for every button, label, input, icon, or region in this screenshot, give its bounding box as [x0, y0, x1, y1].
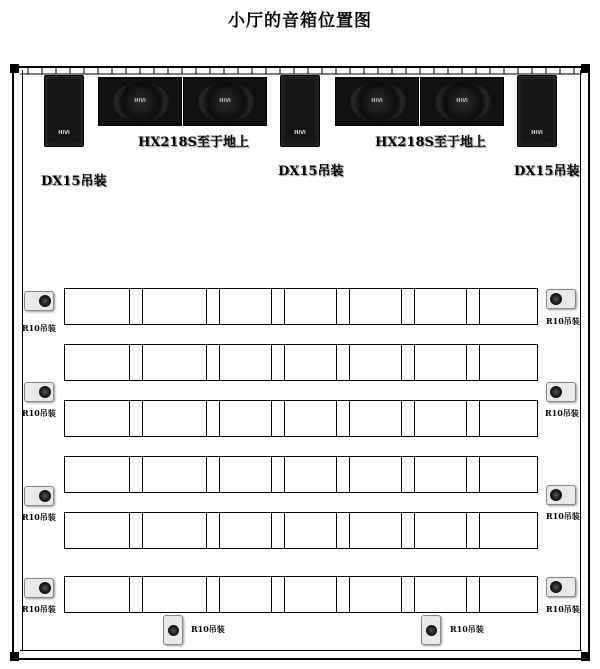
seat-divider [129, 457, 130, 492]
seat-divider [284, 345, 285, 380]
seat-divider [219, 513, 220, 548]
r10-label: R10吊装 [22, 408, 56, 418]
r10-label: R10吊装 [546, 316, 580, 326]
seat-divider [129, 401, 130, 436]
hx218s-subwoofer [183, 77, 267, 126]
seat-divider [271, 401, 272, 436]
seat-divider [414, 345, 415, 380]
seat-row [64, 512, 538, 549]
seat-divider [284, 457, 285, 492]
r10-label: R10吊装 [546, 511, 580, 521]
corner-post [581, 64, 590, 73]
seat-divider [271, 289, 272, 324]
seat-divider [219, 289, 220, 324]
seat-divider [336, 401, 337, 436]
seat-divider [271, 345, 272, 380]
r10-speaker [24, 578, 54, 598]
seat-divider [466, 513, 467, 548]
seat-divider [349, 345, 350, 380]
seat-divider [142, 401, 143, 436]
r10-label: R10吊装 [545, 408, 579, 418]
r10-label: R10吊装 [546, 604, 580, 614]
seat-divider [336, 457, 337, 492]
diagram-title: 小厅的音箱位置图 [228, 11, 372, 31]
seat-divider [129, 577, 130, 612]
seat-divider [414, 577, 415, 612]
seat-divider [479, 289, 480, 324]
seat-divider [129, 513, 130, 548]
seat-divider [479, 345, 480, 380]
seat-divider [466, 577, 467, 612]
seat-divider [401, 345, 402, 380]
seat-divider [206, 289, 207, 324]
seat-divider [142, 457, 143, 492]
inner-wall-bottom [20, 650, 582, 651]
seat-divider [129, 289, 130, 324]
dx15-label: DX15吊装 [278, 164, 344, 179]
seat-divider [466, 457, 467, 492]
seat-row [64, 344, 538, 381]
seat-divider [349, 577, 350, 612]
seat-divider [219, 577, 220, 612]
seat-divider [206, 513, 207, 548]
seat-divider [479, 457, 480, 492]
seat-divider [284, 577, 285, 612]
seat-row [64, 576, 538, 613]
r10-speaker [24, 291, 54, 311]
inner-wall-right [580, 70, 581, 276]
seat-divider [401, 457, 402, 492]
brand-logo: HiVi [134, 98, 146, 104]
r10-speaker-rear [163, 615, 183, 645]
r10-speaker [546, 577, 576, 597]
truss [20, 66, 582, 75]
driver-icon [39, 295, 51, 307]
seat-divider [206, 457, 207, 492]
seat-divider [466, 289, 467, 324]
seat-divider [271, 513, 272, 548]
brand-logo: HiVi [219, 98, 231, 104]
r10-label: R10吊装 [191, 624, 225, 634]
r10-label: R10吊装 [22, 604, 56, 614]
seat-divider [414, 513, 415, 548]
dx15-label: DX15吊装 [514, 164, 580, 179]
seat-divider [284, 401, 285, 436]
seat-divider [336, 345, 337, 380]
seat-divider [401, 513, 402, 548]
seat-divider [479, 513, 480, 548]
seat-divider [336, 289, 337, 324]
seat-divider [479, 401, 480, 436]
seat-divider [219, 401, 220, 436]
hx218s-subwoofer [420, 77, 504, 126]
seat-divider [284, 513, 285, 548]
seat-divider [336, 513, 337, 548]
r10-label: R10吊装 [22, 512, 56, 522]
seat-divider [349, 513, 350, 548]
driver-icon [550, 581, 562, 593]
r10-speaker [546, 289, 576, 309]
driver-icon [39, 386, 51, 398]
seat-divider [129, 345, 130, 380]
driver-icon [550, 293, 562, 305]
dx15-speaker-center [280, 75, 320, 147]
seat-divider [336, 577, 337, 612]
hx218s-label: HX218S至于地上 [138, 135, 249, 150]
r10-speaker-rear [421, 615, 441, 645]
r10-label: R10吊装 [22, 323, 56, 333]
seat-divider [349, 457, 350, 492]
seat-divider [349, 289, 350, 324]
seat-divider [401, 577, 402, 612]
driver-icon [426, 625, 437, 636]
r10-speaker [546, 382, 576, 402]
r10-speaker [24, 486, 54, 506]
seat-row [64, 288, 538, 325]
seat-divider [284, 289, 285, 324]
seat-divider [466, 401, 467, 436]
seat-divider [206, 401, 207, 436]
seat-divider [414, 457, 415, 492]
seat-divider [479, 577, 480, 612]
seat-divider [401, 289, 402, 324]
hx218s-subwoofer [335, 77, 419, 126]
brand-logo: HiVi [371, 98, 383, 104]
inner-wall-right-lower [580, 276, 581, 650]
driver-icon [39, 582, 51, 594]
seat-divider [414, 401, 415, 436]
seat-divider [414, 289, 415, 324]
brand-logo: HiVi [58, 130, 70, 136]
dx15-label: DX15吊装 [41, 174, 107, 189]
seat-divider [219, 345, 220, 380]
seat-divider [142, 289, 143, 324]
dx15-speaker-left [44, 75, 84, 147]
dx15-speaker-right [517, 75, 557, 147]
corner-post [10, 64, 19, 73]
corner-post [10, 652, 19, 661]
seat-divider [349, 401, 350, 436]
seat-divider [271, 577, 272, 612]
seat-divider [142, 577, 143, 612]
brand-logo: HiVi [456, 98, 468, 104]
seat-divider [219, 457, 220, 492]
seat-divider [271, 457, 272, 492]
seat-divider [401, 401, 402, 436]
seat-row [64, 400, 538, 437]
brand-logo: HiVi [294, 130, 306, 136]
driver-icon [550, 489, 562, 501]
r10-speaker [546, 485, 576, 505]
seat-divider [466, 345, 467, 380]
driver-icon [39, 490, 51, 502]
driver-icon [550, 386, 562, 398]
driver-icon [168, 625, 179, 636]
corner-post [581, 652, 590, 661]
hx218s-label: HX218S至于地上 [375, 135, 486, 150]
r10-label: R10吊装 [450, 624, 484, 634]
seat-divider [206, 577, 207, 612]
r10-speaker [24, 382, 54, 402]
seat-row [64, 456, 538, 493]
seat-divider [142, 513, 143, 548]
hx218s-subwoofer [98, 77, 182, 126]
seat-divider [206, 345, 207, 380]
inner-wall-left [22, 70, 23, 276]
brand-logo: HiVi [531, 130, 543, 136]
seat-divider [142, 345, 143, 380]
